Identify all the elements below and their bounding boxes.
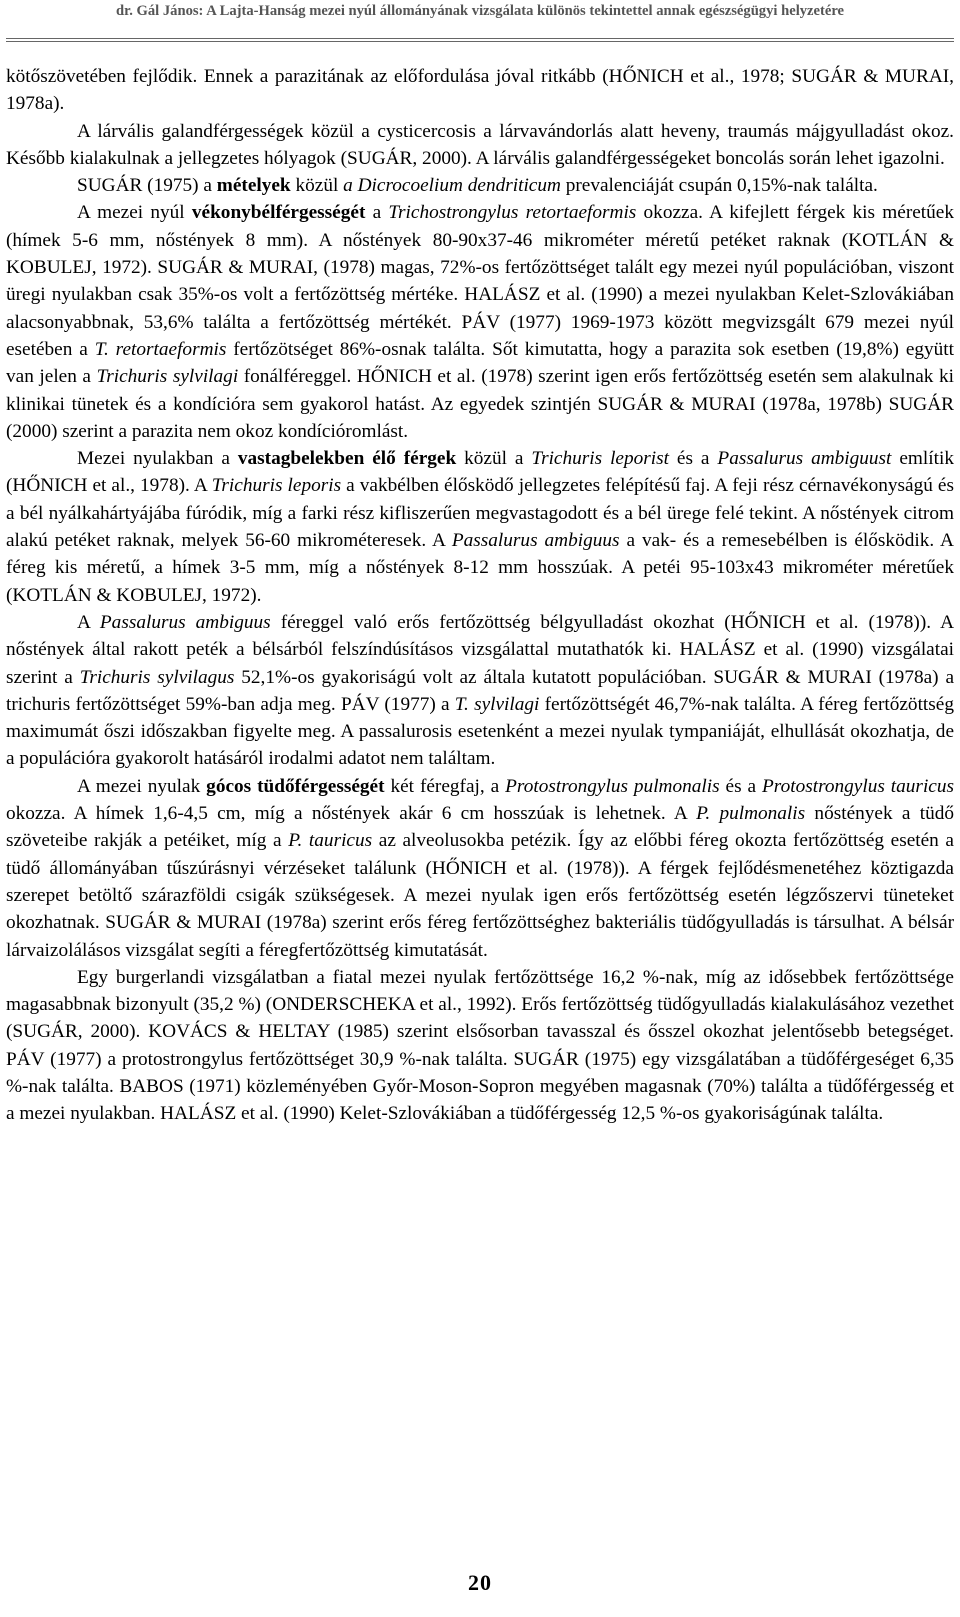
italic-term: Passalurus ambiguus [451, 530, 620, 552]
running-header [0, 3, 960, 20]
text-run: közül a [456, 448, 532, 470]
italic-term: Trichuris leporist [531, 448, 669, 470]
italic-term: a Dicrocoelium dendriticum [343, 175, 561, 197]
text-run: Egy burgerlandi vizsgálatban a fiatal mezei nyulak fertőzöttsége 16,2 %-nak, míg az idősebbek fertőzöttsége magasabbnak bizonyult (35,2 %) (ONDERSCHEKA et al., 1992). Erős fertőzöttség tüdőgyulladás kialakulásához vezethet (SUGÁR, 2000). KOVÁCS & HELTAY (1985) szerint elsősorban tavasszal és ősszel okozhat jelentősebb betegséget. PÁV (1977) a protostrongylus fertőzöttséget 30,9 %-nak találta. SUGÁR (1975) egy vizsgálatában a tüdőférgeséget 6,35 %-nak találta. BABOS (1971) közleményében Győr-Moson-Sopron megyében magasnak (70%) találta a tüdőférgesség et a mezei nyulakban. HALÁSZ et al. (1990) Kelet-Szlovákiában a tüdőférgesség 12,5 %-os gyakoriságúnak találta. [6, 966, 954, 1125]
text-run: említik (HŐNICH et al., 1978). A [6, 448, 954, 497]
text-run: A mezei nyulak [77, 775, 207, 797]
text-run: SUGÁR (1975) a [77, 175, 217, 197]
text-run: közül [290, 175, 344, 197]
bold-term: mételyek [216, 175, 291, 197]
italic-term: Protostrongylus pulmonalis [505, 775, 720, 797]
paragraph [6, 609, 954, 773]
text-run: és a [668, 448, 718, 470]
text-run: fonálféreggel. HŐNICH et al. (1978) szerint igen erős fertőzöttség esetén sem alakulnak ki klinikai tünetek és a kondícióra sem gyakorol hatást. Az egyedek szintjén SUGÁR & MURAI (1978a, 1978b) SUGÁR (2000) szerint a parazita nem okoz kondícióromlást. [6, 366, 955, 442]
text-run: két féregfaj, a [384, 775, 506, 797]
text-run: 52,1%-os gyakoriságú volt az általa kutatott populációban. SUGÁR & MURAI (1978a) a trichuris fertőzöttséget 59%-ban adja meg. PÁV (1977) a [6, 666, 955, 715]
italic-term: T. retortaeformis [94, 338, 227, 360]
paragraph [6, 118, 954, 173]
text-run: fertőzötséget 86%-osnak találta. Sőt kimutatta, hogy a parazita sok esetben (19,8%) együtt van jelen a [6, 338, 955, 388]
text-run: a vak- és a remesebélben is élősködik. A féreg kis méretű, a hímek 3-5 mm, míg a nőstények 8-12 mm hosszúak. A petéi 95-103x43 mikrométer méretűek (KOTLÁN & KOBULEJ, 1972). [6, 530, 954, 606]
text-run: a vakbélben élősködő jellegzetes felépítésű faj. A feji rész cérnavékonyságú és a bél nyálkahártyájába fúródik, míg a farki rész kifliszerűen megvastagodott és a bél ürege felé tekint. A nőstények citrom alakú petéket raknak, melyek 56-60 mikrométeresek. A [6, 475, 954, 552]
bold-term: gócos tüdőférgességét [206, 775, 385, 797]
italic-term: T. sylvilagi [454, 693, 540, 715]
paragraph [6, 773, 954, 964]
text-run: A lárvális galandférgességek közül a cysticercosis a lárvavándorlás alatt heveny, traumás májgyulladást okoz. Később kialakulnak a jellegzetes hólyagok (SUGÁR, 2000). A lárvális galandférgességeket boncolás során lehet igazolni. [6, 120, 954, 169]
text-run: féreggel való erős fertőzöttség bélgyulladást okozhat (HŐNICH et al. (1978)). A nőstények által rakott peték a bélsárból felszíndúsításos vizsgálattal mutathatók ki. HALÁSZ et al. (1990) vizsgálatai szerint a [6, 611, 954, 688]
text-run: okozza. A kifejlett férgek kis méretűek (hímek 5-6 mm, nőstények 8 mm). A nőstények 80-90x37-46 mikrométer méretű petéket raknak (KOTLÁN & KOBULEJ, 1972). SUGÁR & MURAI, (1978) magas, 72%-os fertőzöttséget talált egy mezei nyúl populációban, viszont üregi nyulakban csak 35%-os volt a fertőzöttség mértéke. HALÁSZ et al. (1990) a mezei nyulakban Kelet-Szlovákiában alacsonyabbnak, 53,6% találta a fertőzöttség mértékét. PÁV (1977) 1969-1973 között megvizsgált 679 mezei nyúl esetében a [6, 202, 955, 360]
header-author: dr. Gál János: [115, 3, 204, 19]
text-run: prevalenciáját csupán 0,15%-nak találta. [560, 175, 878, 197]
italic-term: Trichuris leporis [211, 475, 342, 497]
text-run: és a [719, 775, 763, 797]
body-text [6, 63, 954, 1128]
italic-term: P. pulmonalis [696, 803, 806, 825]
page-number: 20 [468, 1570, 492, 1595]
italic-term: Passalurus ambiguust [717, 448, 892, 470]
paragraph [6, 63, 954, 118]
text-run: A [77, 611, 100, 633]
text-run: az alveolusokba petézik. Így az előbbi féreg okozta fertőzöttség esetén a tüdő állományában tűszúrásnyi vérzéseket találunk (HŐNICH et al. (1978)). A férgek fejlődésmenetéhez köztigazda szerepet betöltő szárazföldi csigák szükségesek. A mezei nyulak igen erős fertőzöttség esetén légzőszervi tüneteket okozhatnak. SUGÁR & MURAI (1978a) szerint erős féreg fertőzöttséghez bakteriális tüdőgyulladás is társulhat. A bélsár lárvaizolálásos vizsgálat segíti a féregfertőzöttség kimutatását. [6, 830, 954, 961]
text-run: okozza. A hímek 1,6-4,5 cm, míg a nőstények akár 6 cm hosszúak is lehetnek. A [6, 803, 697, 825]
italic-term: P. tauricus [288, 830, 373, 852]
italic-term: Trichostrongylus retortaeformis [388, 202, 637, 224]
text-run: A mezei nyúl [77, 202, 192, 224]
header-title: A Lajta-Hanság mezei nyúl állományának vizsgálata különös tekintettel annak egészségügyi helyzetére [203, 3, 845, 19]
header-divider [6, 38, 954, 42]
paragraph [6, 964, 954, 1128]
bold-term: vékonybélférgességét [191, 202, 366, 224]
paragraph [6, 199, 954, 445]
bold-term: vastagbelekben élő férgek [237, 448, 457, 470]
text-run: kötőszövetében fejlődik. Ennek a parazitának az előfordulása jóval ritkább (HŐNICH et al., 1978; SUGÁR & MURAI, 1978a). [6, 66, 954, 115]
italic-term: Passalurus ambiguus [99, 611, 271, 633]
italic-term: Trichuris sylvilagus [79, 666, 235, 688]
italic-term: Trichuris sylvilagi [96, 366, 239, 388]
text-run: fertőzöttségét 46,7%-nak találta. A féreg fertőzöttség maximumát őszi időszakban figyelte meg. A passalurosis esetenként a mezei nyulak tympaniáját, elhullását okozhatja, de a populációra gyakorolt hatásáról irodalmi adatot nem találtam. [6, 693, 954, 770]
paragraph [6, 172, 954, 199]
italic-term: Protostrongylus tauricus [762, 775, 954, 797]
text-run: nőstények a tüdő szöveteibe rakják a petéiket, míg a [6, 803, 954, 852]
text-run: Mezei nyulakban a [77, 448, 238, 470]
text-run: a [365, 202, 389, 224]
paragraph [6, 445, 954, 609]
